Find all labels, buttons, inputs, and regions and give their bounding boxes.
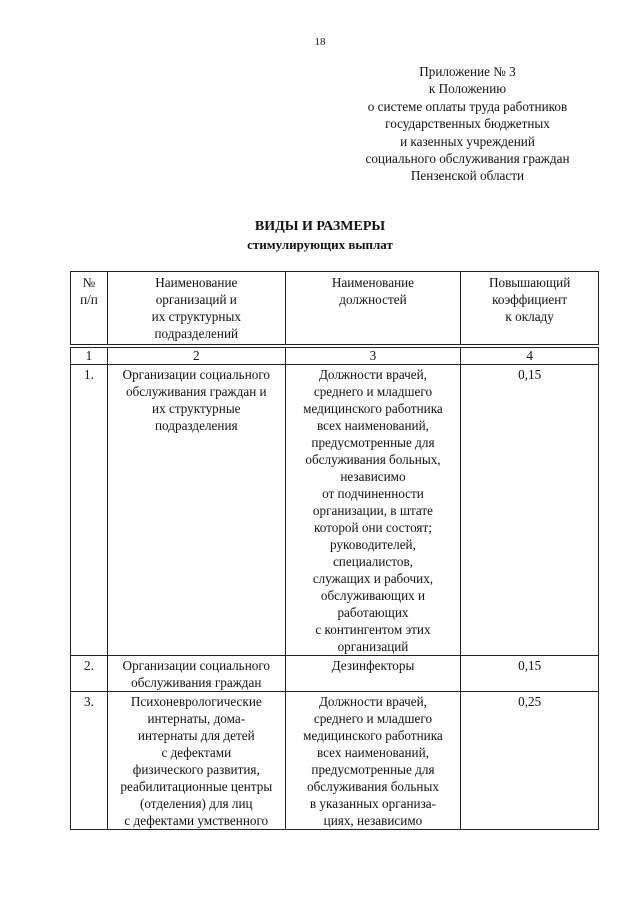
appendix-line: Пензенской области	[410, 168, 525, 184]
positions-line: независимо	[340, 469, 406, 484]
column-number: 2	[107, 348, 285, 365]
positions-line: организаций	[337, 639, 409, 654]
header-line: Наименование	[155, 275, 238, 290]
positions-line: с контингентом этих	[315, 622, 431, 637]
positions-line: медицинского работника	[303, 728, 443, 743]
coefficient-cell: 0,15	[461, 365, 599, 656]
positions-line: которой они состоят;	[313, 520, 432, 535]
organization-line: их структурные	[152, 401, 241, 416]
header-line: организаций и	[155, 292, 237, 307]
title-main: ВИДЫ И РАЗМЕРЫ	[254, 219, 386, 234]
positions-line: обслуживания больных	[306, 779, 439, 794]
document-title	[0, 218, 640, 254]
header-line: должностей	[339, 292, 407, 307]
header-line: Повышающий	[488, 275, 571, 290]
positions-cell	[285, 692, 461, 830]
positions-line: медицинского работника	[303, 401, 443, 416]
organization-line: интернаты для детей	[137, 728, 255, 743]
coefficient-cell: 0,15	[461, 656, 599, 692]
positions-line: в указанных организа-	[309, 796, 437, 811]
appendix-line: государственных бюджетных	[385, 116, 550, 132]
row-number: 2.	[71, 656, 108, 692]
organization-line: обслуживания граждан	[131, 675, 262, 690]
row-number: 3.	[71, 692, 108, 830]
appendix-line: социального обслуживания граждан	[365, 151, 570, 167]
table-row	[71, 365, 599, 656]
appendix-line: и казенных учреждений	[400, 133, 535, 149]
organization-line: физического развития,	[132, 762, 260, 777]
organization-cell	[107, 656, 285, 692]
header-line: п/п	[80, 292, 98, 307]
organization-cell	[107, 692, 285, 830]
positions-line: среднего и младшего	[313, 384, 433, 399]
organization-line: с дефектами умственного	[124, 813, 269, 828]
organization-line: с дефектами	[161, 745, 232, 760]
organization-line: подразделения	[155, 418, 238, 433]
positions-line: обслуживания больных,	[305, 452, 441, 467]
column-numbering-row	[71, 348, 599, 365]
organization-line: Организации социального	[122, 367, 271, 382]
positions-line: Дезинфекторы	[331, 658, 415, 673]
organization-line: (отделения) для лиц	[139, 796, 253, 811]
table-row	[71, 656, 599, 692]
header-cell-positions	[285, 272, 461, 345]
appendix-line: Приложение № 3	[419, 64, 516, 79]
positions-line: работающих	[337, 605, 409, 620]
payments-table	[70, 271, 599, 830]
header-cell-coefficient	[461, 272, 599, 345]
positions-line: предусмотренные для	[311, 435, 435, 450]
header-cell-organization	[107, 272, 285, 345]
positions-line: служащих и рабочих,	[312, 571, 434, 586]
organization-line: обслуживания граждан и	[125, 384, 267, 399]
page-number: 18	[314, 36, 326, 48]
header-line: к окладу	[505, 309, 554, 324]
positions-line: руководителей,	[330, 537, 416, 552]
organization-line: интернаты, дома-	[147, 711, 246, 726]
positions-line: обслуживающих и	[320, 588, 426, 603]
positions-line: организации, в штате	[312, 503, 434, 518]
coefficient-cell: 0,25	[461, 692, 599, 830]
appendix-reference	[345, 63, 590, 185]
table-row	[71, 692, 599, 830]
positions-line: от подчиненности	[322, 486, 424, 501]
column-number: 1	[71, 348, 108, 365]
positions-line: Должности врачей,	[318, 367, 427, 382]
positions-line: предусмотренные для	[311, 762, 435, 777]
organization-line: Психоневрологические	[130, 694, 262, 709]
header-cell-number	[71, 272, 108, 345]
title-subtitle: стимулирующих выплат	[247, 237, 393, 252]
positions-line: всех наименований,	[317, 418, 429, 433]
header-line: Наименование	[331, 275, 415, 290]
header-line: №	[82, 275, 96, 290]
table-header-row	[71, 272, 599, 345]
row-number: 1.	[71, 365, 108, 656]
positions-line: специалистов,	[332, 554, 413, 569]
organization-line: реабилитационные центры	[120, 779, 273, 794]
column-number: 3	[285, 348, 461, 365]
header-line: коэффициент	[492, 292, 568, 307]
organization-cell	[107, 365, 285, 656]
column-number: 4	[461, 348, 599, 365]
positions-line: среднего и младшего	[313, 711, 433, 726]
positions-line: циях, независимо	[323, 813, 423, 828]
positions-cell	[285, 365, 461, 656]
appendix-line: о системе оплаты труда работников	[367, 98, 568, 114]
positions-cell	[285, 656, 461, 692]
header-line: подразделений	[154, 326, 239, 341]
appendix-line: к Положению	[428, 81, 507, 97]
positions-line: всех наименований,	[317, 745, 429, 760]
organization-line: Организации социального	[122, 658, 271, 673]
positions-line: Должности врачей,	[318, 694, 427, 709]
header-line: их структурных	[151, 309, 241, 324]
